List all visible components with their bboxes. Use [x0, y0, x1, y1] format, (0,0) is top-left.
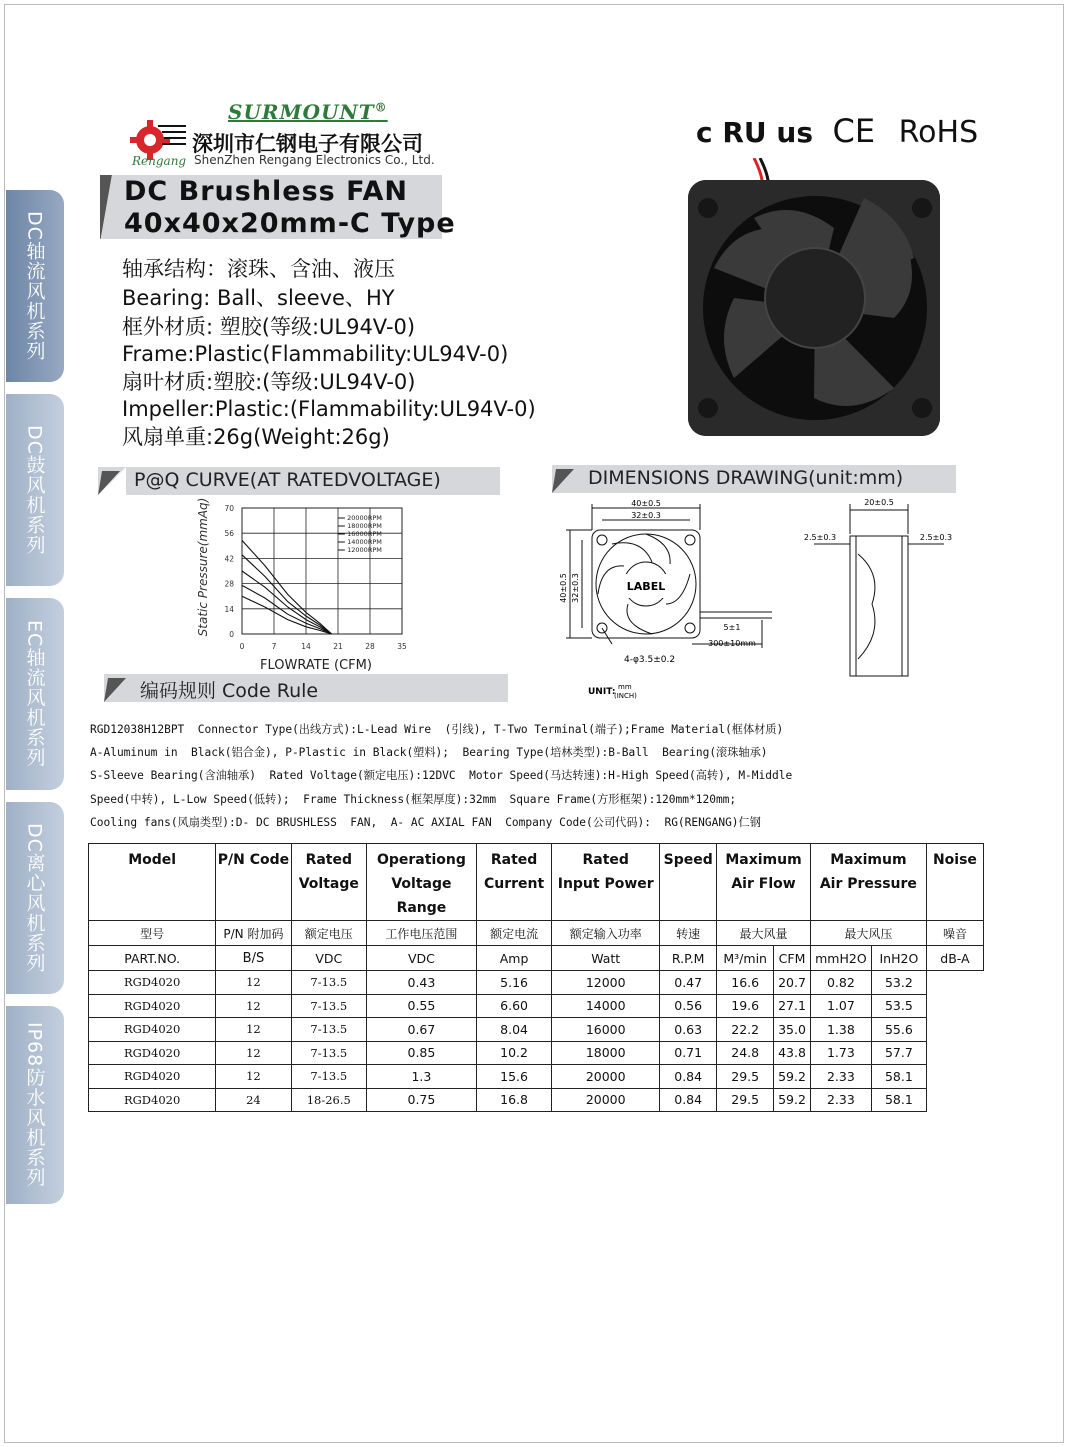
code-rule-header: 编码规则 Code Rule	[104, 674, 508, 702]
table-cell: 1.3	[366, 1065, 476, 1089]
th-air-pressure: Maximum Air Pressure	[810, 844, 926, 921]
table-cell: 59.2	[774, 1065, 811, 1089]
table-cell: 16.6	[717, 971, 774, 995]
legend-entry: 16000RPM	[347, 530, 382, 538]
certification-marks	[696, 112, 978, 150]
spec-frame-en: Frame:Plastic(Flammability:UL94V-0)	[122, 342, 509, 366]
y-tick-label: 42	[224, 554, 234, 564]
table-cell: 6.60	[476, 994, 551, 1018]
table-row	[89, 971, 984, 995]
table-cell: 19.6	[717, 994, 774, 1018]
cn-header: 噪音	[926, 921, 983, 946]
unit-cell: M³/min	[717, 946, 774, 971]
table-cell: 16000	[552, 1018, 660, 1042]
table-cell: 7-13.5	[291, 1018, 366, 1042]
dim-depth: 20±0.5	[864, 498, 894, 507]
code-rule-line-4: Speed(中转), L-Low Speed(低转); Frame Thickness(框架厚度):32mm Square Frame(方形框架):120mm*120mm;	[90, 793, 737, 806]
table-cell: 18000	[552, 1041, 660, 1065]
legend-entry: 12000RPM	[347, 546, 382, 554]
unit-cell: VDC	[366, 946, 476, 971]
table-cell: 12	[216, 994, 291, 1018]
table-cell: 5.16	[476, 971, 551, 995]
table-cell: 7-13.5	[291, 971, 366, 995]
table-row	[89, 1018, 984, 1042]
table-cell: 59.2	[774, 1088, 811, 1112]
model-cell: RGD4020	[89, 1065, 216, 1089]
table-cell: 20000	[552, 1065, 660, 1089]
title-line-1: DC Brushless FAN	[124, 176, 408, 207]
side-tab-dc-blower[interactable]: DC鼓风机系列	[6, 394, 64, 586]
table-cell: 20000	[552, 1088, 660, 1112]
dim-height: 40±0.5	[559, 573, 568, 603]
table-cell: 43.8	[774, 1041, 811, 1065]
th-pn-code: P/N Code	[216, 844, 291, 921]
unit-cell: CFM	[774, 946, 811, 971]
spec-frame-cn: 框外材质: 塑胶(等级:UL94V-0)	[122, 315, 416, 339]
th-model: Model	[89, 844, 216, 921]
table-row	[89, 994, 984, 1018]
pq-ylabel: Static Pressure(mmAq)	[196, 497, 210, 637]
table-cell: 15.6	[476, 1065, 551, 1089]
table-cell: 29.5	[717, 1088, 774, 1112]
table-cell: 8.04	[476, 1018, 551, 1042]
th-input-power: Rated Input Power	[552, 844, 660, 921]
table-cell: 20.7	[774, 971, 811, 995]
th-air-flow: Maximum Air Flow	[717, 844, 811, 921]
table-cell: 1.38	[810, 1018, 871, 1042]
unit-cell: mmH2O	[810, 946, 871, 971]
brand-name: SURMOUNT®	[228, 100, 388, 124]
table-cell: 22.2	[717, 1018, 774, 1042]
y-tick-label: 56	[224, 529, 234, 539]
code-rule-line-2: A-Aluminum in Black(铝合金), P-Plastic in Black(塑料); Bearing Type(培林类型):B-Ball Bearing(滚珠轴承)	[90, 746, 768, 759]
side-tab-ip68[interactable]: IP68防水风机系列	[6, 1006, 64, 1204]
table-cell: 0.82	[810, 971, 871, 995]
x-tick-label: 21	[333, 642, 343, 651]
table-cell: 0.84	[660, 1088, 717, 1112]
table-row	[89, 1041, 984, 1065]
table-cell: 1.73	[810, 1041, 871, 1065]
y-tick-label: 0	[229, 630, 234, 639]
spec-bearing-cn: 轴承结构：滚珠、含油、液压	[122, 257, 395, 281]
dim-holes: 4-φ3.5±0.2	[624, 655, 676, 665]
title-line-2: 40x40x20mm-C Type	[124, 208, 456, 239]
code-rule-line-5: Cooling fans(风扇类型):D- DC BRUSHLESS FAN, A- AC AXIAL FAN Company Code(公司代码): RG(RENGANG)仁钢	[90, 816, 761, 829]
pq-series-line	[242, 540, 332, 634]
table-cell: 12000	[552, 971, 660, 995]
logo-script: Rengang	[132, 154, 187, 168]
side-tab-dc-axial[interactable]: DC轴流风机系列	[6, 190, 64, 382]
th-rated-voltage: Rated Voltage	[291, 844, 366, 921]
x-tick-label: 7	[271, 642, 277, 651]
cn-header: 额定输入功率	[552, 921, 660, 946]
table-row	[89, 1065, 984, 1089]
th-speed: Speed	[660, 844, 717, 921]
cn-header: 型号	[89, 921, 216, 946]
table-cell: 0.47	[660, 971, 717, 995]
ce-mark: CE	[832, 112, 876, 150]
table-cell: 2.33	[810, 1065, 871, 1089]
unit-cell: PART.NO.	[89, 946, 216, 971]
cn-header: 额定电流	[476, 921, 551, 946]
dimensions-drawing	[552, 494, 972, 704]
company-name-en: ShenZhen Rengang Electronics Co., Ltd.	[194, 153, 435, 167]
cn-header: 最大风量	[717, 921, 811, 946]
x-tick-label: 35	[397, 642, 407, 651]
unit-cell: R.P.M	[660, 946, 717, 971]
table-cell: 7-13.5	[291, 994, 366, 1018]
table-cell: 18-26.5	[291, 1088, 366, 1112]
table-cell: 1.07	[810, 994, 871, 1018]
th-rated-current: Rated Current	[476, 844, 551, 921]
table-cell: 0.63	[660, 1018, 717, 1042]
spec-impeller-en: Impeller:Plastic:(Flammability:UL94V-0)	[122, 397, 536, 421]
table-cell: 12	[216, 1065, 291, 1089]
th-voltage-range: Operationg Voltage Range	[366, 844, 476, 921]
model-cell: RGD4020	[89, 994, 216, 1018]
code-rule-line-1: RGD12038H12BPT Connector Type(出线方式):L-Lead Wire (引线), T-Two Terminal(端子);Frame Material(框体材质)	[90, 723, 784, 736]
cn-header: 额定电压	[291, 921, 366, 946]
x-tick-label: 0	[239, 642, 245, 651]
legend-entry: 18000RPM	[347, 522, 382, 530]
table-cell: 12	[216, 971, 291, 995]
table-cell: 29.5	[717, 1065, 774, 1089]
y-tick-label: 28	[224, 579, 234, 589]
unit-cell: InH2O	[871, 946, 926, 971]
table-cell: 14000	[552, 994, 660, 1018]
model-cell: RGD4020	[89, 971, 216, 995]
table-cell: 57.7	[871, 1041, 926, 1065]
table-cell: 27.1	[774, 994, 811, 1018]
fan-photo	[684, 158, 946, 440]
table-cell: 0.85	[366, 1041, 476, 1065]
x-tick-label: 14	[301, 642, 311, 651]
dimensions-header: DIMENSIONS DRAWING(unit:mm)	[552, 465, 956, 493]
unit-cell: dB-A	[926, 946, 983, 971]
y-tick-label: 70	[224, 504, 234, 513]
legend-entry: 14000RPM	[347, 538, 382, 546]
pq-curve-header: P@Q CURVE(AT RATEDVOLTAGE)	[98, 467, 500, 495]
table-cell: 7-13.5	[291, 1065, 366, 1089]
table-cell: 16.8	[476, 1088, 551, 1112]
unit-cell: VDC	[291, 946, 366, 971]
spec-impeller-cn: 扇叶材质:塑胶:(等级:UL94V-0)	[122, 370, 416, 394]
dim-unit-label: UNIT:	[588, 687, 616, 697]
code-rule-line-3: S-Sleeve Bearing(含油轴承) Rated Voltage(额定电压):12DVC Motor Speed(马达转速):H-High Speed(高转), M-Middle	[90, 769, 793, 782]
model-cell: RGD4020	[89, 1088, 216, 1112]
x-tick-label: 28	[365, 642, 375, 651]
table-cell: 12	[216, 1041, 291, 1065]
table-cell: 0.55	[366, 994, 476, 1018]
dim-width: 40±0.5	[631, 499, 661, 508]
rohs-mark: RoHS	[898, 115, 979, 150]
model-cell: RGD4020	[89, 1018, 216, 1042]
spec-bearing-en: Bearing: Ball、sleeve、HY	[122, 286, 395, 310]
table-cell: 24	[216, 1088, 291, 1112]
table-cell: 12	[216, 1018, 291, 1042]
dim-lead-length: 300±10mm	[708, 639, 756, 648]
cn-header: 工作电压范围	[366, 921, 476, 946]
model-cell: RGD4020	[89, 1041, 216, 1065]
table-cell: 2.33	[810, 1088, 871, 1112]
table-row	[89, 1088, 984, 1112]
pq-curve-chart	[190, 498, 420, 678]
unit-cell: Watt	[552, 946, 660, 971]
pn-code-cell: B/S	[216, 946, 291, 971]
spec-table	[88, 843, 984, 1112]
dim-unit-bottom: (INCH)	[614, 692, 637, 700]
cn-header: 最大风压	[810, 921, 926, 946]
table-cell: 53.2	[871, 971, 926, 995]
dim-lead-strip: 5±1	[723, 623, 741, 632]
table-cell: 7-13.5	[291, 1041, 366, 1065]
y-tick-label: 14	[224, 604, 234, 614]
table-cell: 58.1	[871, 1065, 926, 1089]
table-cell: 0.71	[660, 1041, 717, 1065]
table-cell: 10.2	[476, 1041, 551, 1065]
table-cell: 35.0	[774, 1018, 811, 1042]
fan-label-text: LABEL	[626, 580, 666, 593]
pq-xlabel: FLOWRATE (CFM)	[260, 658, 372, 673]
table-cell: 0.84	[660, 1065, 717, 1089]
table-cell: 53.5	[871, 994, 926, 1018]
side-tab-dc-centrifugal[interactable]: DC离心风机系列	[6, 802, 64, 994]
dim-flange-left: 2.5±0.3	[803, 533, 837, 542]
dim-unit-top: mm	[618, 683, 632, 691]
cn-header: P/N 附加码	[216, 921, 291, 946]
table-cell: 55.6	[871, 1018, 926, 1042]
th-noise: Noise	[926, 844, 983, 921]
spec-weight: 风扇单重:26g(Weight:26g)	[122, 425, 390, 449]
cn-header: 转速	[660, 921, 717, 946]
table-cell: 0.67	[366, 1018, 476, 1042]
table-cell: 24.8	[717, 1041, 774, 1065]
ul-mark: c RU us	[696, 116, 813, 149]
table-cell: 0.43	[366, 971, 476, 995]
dim-flange-right: 2.5±0.3	[919, 533, 953, 542]
legend-entry: 20000RPM	[347, 514, 382, 522]
dim-inner-width: 32±0.3	[631, 511, 661, 520]
pq-ylabel-wrap	[183, 497, 223, 650]
table-cell: 58.1	[871, 1088, 926, 1112]
table-cell: 0.56	[660, 994, 717, 1018]
company-name-cn: 深圳市仁钢电子有限公司	[192, 131, 423, 156]
side-tab-ec-axial[interactable]: EC轴流风机系列	[6, 598, 64, 790]
unit-cell: Amp	[476, 946, 551, 971]
table-cell: 0.75	[366, 1088, 476, 1112]
dim-inner-height: 32±0.3	[571, 573, 580, 603]
